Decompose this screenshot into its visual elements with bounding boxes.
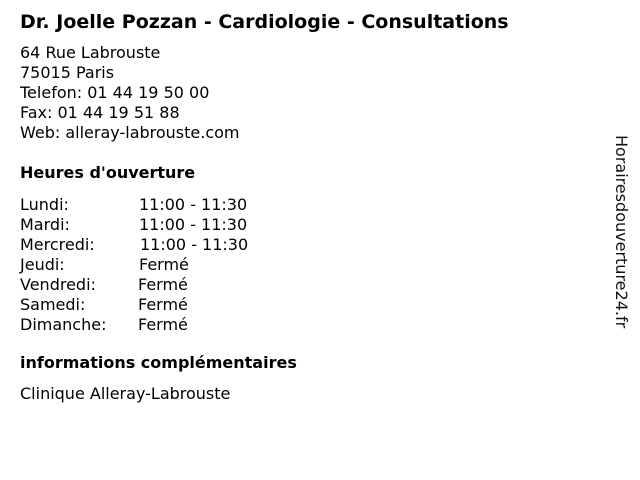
time-value: 11:00 - 11:30: [139, 215, 248, 234]
hours-row-thursday: [20, 255, 248, 275]
additional-info-heading: informations complémentaires: [20, 353, 297, 372]
day-label: Samedi:: [20, 295, 86, 314]
business-listing: [20, 0, 600, 480]
day-label: Mardi:: [20, 215, 70, 234]
hours-row-sunday: [20, 315, 248, 335]
day-label: Jeudi:: [20, 255, 65, 274]
contact-block: [20, 43, 240, 143]
hours-row-saturday: [20, 295, 248, 315]
opening-hours-table: [20, 195, 248, 335]
day-label: Mercredi:: [20, 235, 95, 254]
time-value: 11:00 - 11:30: [140, 235, 249, 254]
hours-row-monday: [20, 195, 248, 215]
opening-hours-heading: Heures d'ouverture: [20, 163, 196, 182]
hours-row-tuesday: [20, 215, 248, 235]
time-value: Fermé: [138, 315, 188, 334]
page-title: Dr. Joelle Pozzan - Cardiologie - Consultations: [20, 11, 509, 33]
day-label: Dimanche:: [20, 315, 107, 334]
day-label: Vendredi:: [20, 275, 96, 294]
time-value: Fermé: [138, 295, 188, 314]
city-postcode: 75015 Paris: [20, 63, 115, 82]
day-label: Lundi:: [20, 195, 69, 214]
website-link[interactable]: Web: alleray-labrouste.com: [20, 123, 240, 142]
fax-number: Fax: 01 44 19 51 88: [20, 103, 180, 122]
time-value: Fermé: [138, 275, 188, 294]
hours-row-wednesday: [20, 235, 248, 255]
additional-info-text: Clinique Alleray-Labrouste: [20, 384, 231, 403]
time-value: Fermé: [139, 255, 189, 274]
hours-row-friday: [20, 275, 248, 295]
site-brand-watermark: Horairesdouverture24.fr: [612, 135, 631, 329]
street-address: 64 Rue Labrouste: [20, 43, 161, 62]
time-value: 11:00 - 11:30: [139, 195, 248, 214]
phone-number: Telefon: 01 44 19 50 00: [20, 83, 210, 102]
